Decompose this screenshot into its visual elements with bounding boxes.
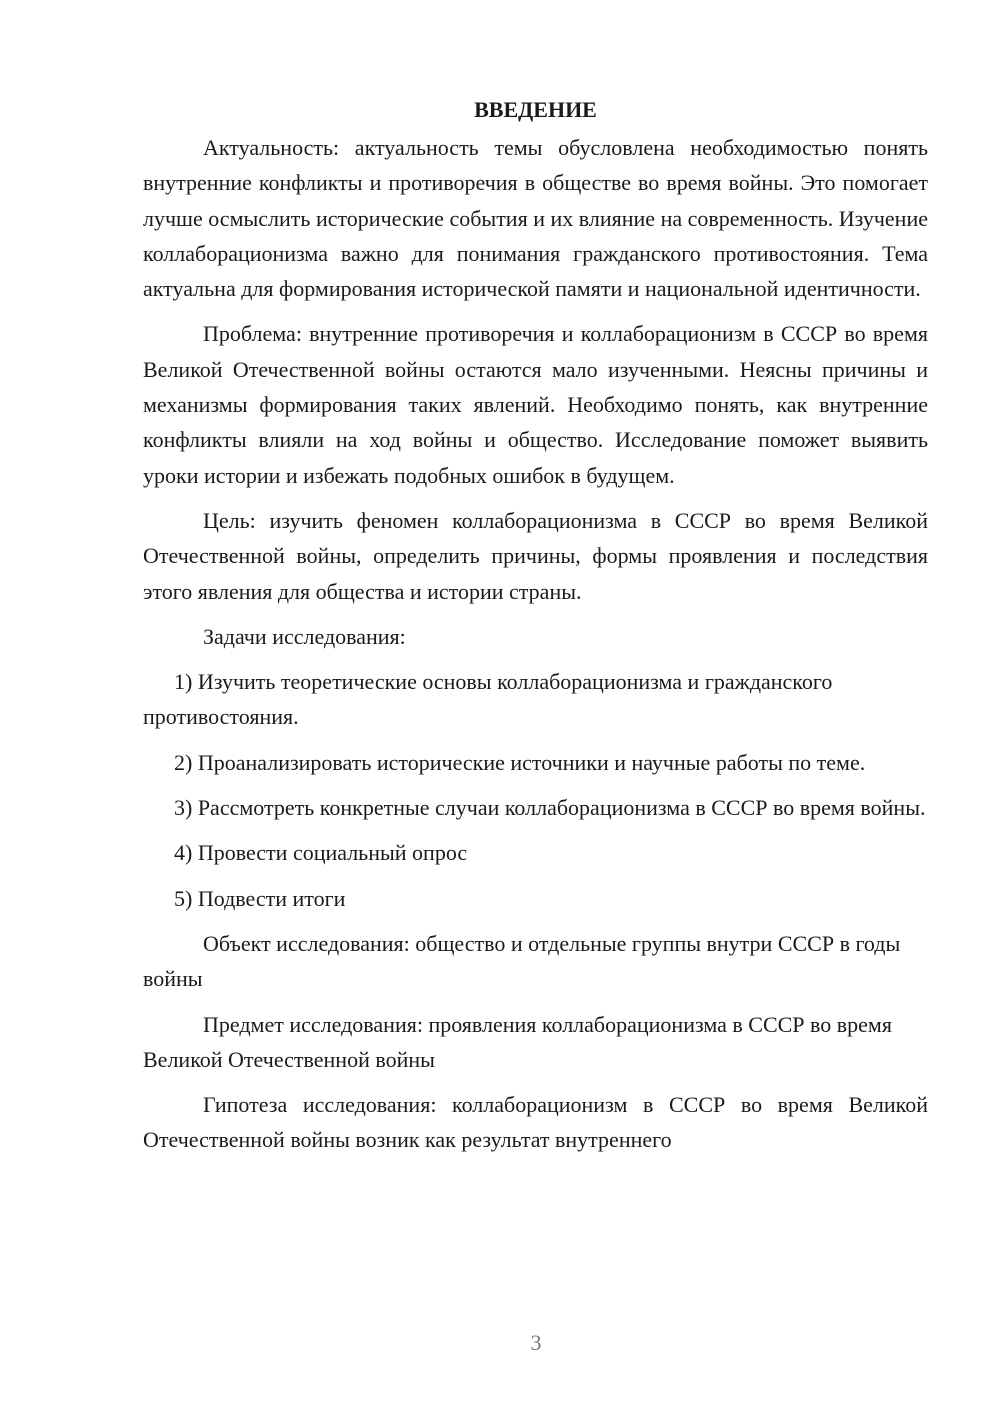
- relevance-paragraph: Актуальность: актуальность темы обусловлена необходимостью понять внутренние конфликты и противоречия в обществе во время войны. Это помогает лучше осмыслить исторические события и их влияние на современность. Изучение коллаборационизма важно для понимания гражданского противостояния. Тема актуальна для формирования исторической памяти и национальной идентичности.: [143, 135, 928, 302]
- page-title: ВВЕДЕНИЕ: [474, 97, 597, 122]
- page-number: 3: [530, 1330, 542, 1355]
- hypothesis-paragraph: Гипотеза исследования: коллаборационизм в СССР во время Великой Отечественной войны возник как результат внутреннего: [143, 1092, 928, 1153]
- task-item-4: 4) Провести социальный опрос: [174, 840, 468, 866]
- research-object-paragraph: Объект исследования: общество и отдельные группы внутри СССР в годы войны: [143, 930, 901, 992]
- task-item-2: 2) Проанализировать исторические источники и научные работы по теме.: [174, 749, 866, 775]
- task-item-1: 1) Изучить теоретические основы коллаборационизма и гражданского противостояния.: [143, 669, 833, 730]
- research-subject-paragraph: Предмет исследования: проявления коллаборационизма в СССР во время Великой Отечественной войны: [143, 1011, 892, 1072]
- problem-paragraph: Проблема: внутренние противоречия и коллаборационизм в СССР во время Великой Отечественной войны остаются мало изученными. Неясны причины и механизмы формирования таких явлений. Необходимо понять, как внутренние конфликты влияли на ход войны и общество. Исследование поможет выявить уроки истории и избежать подобных ошибок в будущем.: [143, 321, 928, 488]
- task-item-5: 5) Подвести итоги: [174, 885, 346, 911]
- tasks-heading: Задачи исследования:: [203, 623, 406, 649]
- task-item-3: 3) Рассмотреть конкретные случаи коллаборационизма в СССР во время войны.: [174, 795, 926, 821]
- page-body: [143, 92, 928, 1168]
- goal-paragraph: Цель: изучить феномен коллаборационизма в СССР во время Великой Отечественной войны, определить причины, формы проявления и последствия этого явления для общества и истории страны.: [143, 507, 928, 604]
